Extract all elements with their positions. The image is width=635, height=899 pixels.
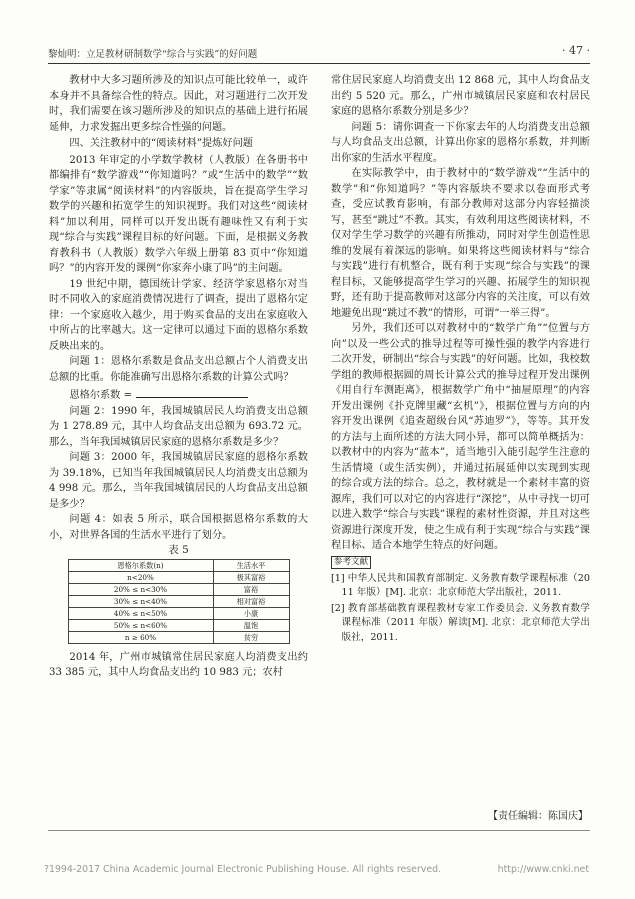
- question-1: 问题 1：恩格尔系数是食品支出总额占个人消费支出总额的比重。你能准确写出恩格尔系数的计算公式吗？: [49, 356, 308, 383]
- paragraph: 2014 年，广州市城镇常住居民家庭人均消费支出约 33 385 元，其中人均食品支出约 10 983 元；农村: [49, 651, 308, 678]
- paragraph: 在实际教学中，由于教材中的“数学游戏”“生活中的数学”和“你知道吗？”等内容版块不要求以卷面形式考查，受应试教育影响，有部分教师对这部分内容轻描淡写，甚至“跳过”不教。其实，有效利用这些阅读材料，不仅对学生学习数学的兴趣有所推动，同时对学生创造性思维的发展有着深远的影响。如果将这些阅读材料与“综合与实践”进行有机整合，既有利于实现“综合与实践”的课程目标，又能够提高学生学习的兴趣、拓展学生的知识视野，还有助于提高教师对这部分内容的关注度，可以有效地避免出现“跳过不教”的情形，可谓“一举三得”。: [331, 168, 590, 319]
- table-cell: 20% ≤ n<30%: [68, 583, 213, 595]
- paragraph: 常住居民家庭人均消费支出 12 868 元，其中人均食品支出约 5 520 元。那么，广州市城镇居民家庭和农村居民家庭的恩格尔系数分别是多少？: [331, 75, 590, 117]
- table-cell: 贫穷: [213, 631, 289, 643]
- header-rule: [48, 63, 590, 64]
- site-link[interactable]: http://www.cnki.net: [497, 864, 589, 875]
- question-4: 问题 4：如表 5 所示，联合国根据恩格尔系数的大小，对世界各国的生活水平进行了划分。: [49, 514, 308, 541]
- formula-line: [49, 385, 308, 404]
- table-row: [68, 631, 289, 643]
- formula-blank: [136, 385, 248, 398]
- paragraph: 教材中大多习题所涉及的知识点可能比较单一，或许本身并不具备综合性的特点。因此，对习题进行二次开发时，我们需要在该习题所涉及的知识点的基础上进行拓展延伸，力求发掘出更多综合性强的问题。: [49, 75, 308, 133]
- paragraph: 2013 年审定的小学数学教材（人教版）在各册书中都编排有“数学游戏”“你知道吗？”或“生活中的数学”“数学家”等隶属“阅读材料”的内容版块，旨在提高学生学习数学的兴趣和拓宽学生的知识视野。我们对这些“阅读材料”加以利用，同样可以开发出既有趣味性又有利于实现“综合与实践”课程目标的好问题。下面，是根据义务教育教科书（人教版）数学六年级上册第 83 页中“你知道吗？”的内容开发的课例“你家奔小康了吗”的主问题。: [49, 154, 308, 274]
- running-header: [48, 42, 590, 62]
- paragraph: 另外，我们还可以对教材中的“数学广角”“位置与方向”以及一些公式的推导过程等可操性强的教学内容进行二次开发，研制出“综合与实践”的好问题。比如，我校数学组的教师根据圆的周长计算公式的推导过程开发出课例《用自行车测距离》，根据数学广角中“抽屉原理”的内容开发出课例《扑克牌里藏“玄机”》，根据位置与方向的内容开发出课例《追查超级台风“苏迪罗”》，等等。其开发的方法与上面所述的方法大同小异，都可以简单概括为：以教材中的内容为“蓝本”，适当地引入能引起学生注意的生活情境（或生活实例），并通过拓展延伸以实现到实现的综合或方法的综合。总之，教材就是一个素材丰富的资源库，我们可以对它的内容进行“深挖”，从中寻找一切可以进入数学“综合与实践”课程的素材性资源，并且对这些资源进行深度开发，使之生成有利于实现“综合与实践”课程目标、适合本地学生特点的好问题。: [331, 323, 590, 551]
- table-cell: 小康: [213, 607, 289, 619]
- footer-rule: [48, 830, 590, 831]
- section-heading: 四、关注教材中的“阅读材料”提炼好问题: [69, 138, 253, 149]
- copyright-text: ?1994-2017 China Academic Journal Electronic Publishing House. All rights reserved.: [44, 864, 442, 875]
- table-caption: 表 5: [168, 544, 189, 556]
- copyright-line: [44, 864, 589, 875]
- page-number: · 47 ·: [562, 44, 590, 57]
- table-cell: n ≥ 60%: [68, 631, 213, 643]
- table-cell: 40% ≤ n<50%: [68, 607, 213, 619]
- table-row: [68, 619, 289, 631]
- reference-list: [331, 572, 590, 646]
- formula-label: 恩格尔系数 =: [69, 390, 133, 401]
- table-cell: 温饱: [213, 619, 289, 631]
- table-header: 生活水平: [213, 559, 289, 571]
- table-cell: 相对富裕: [213, 595, 289, 607]
- table-cell: 极其富裕: [213, 571, 289, 583]
- engel-table: [68, 559, 290, 644]
- table-cell: 富裕: [213, 583, 289, 595]
- running-title: 黎灿明：立足教材研制数学“综合与实践”的好问题: [48, 49, 258, 60]
- paragraph: 19 世纪中期，德国统计学家、经济学家恩格尔对当时不同收入的家庭消费情况进行了调查，提出了恩格尔定律：一个家庭收入越少，用于购买食品的支出在家庭收入中所占的比率越大。这一定律可以通过下面的恩格尔系数反映出来的。: [49, 278, 308, 352]
- question-2: 问题 2：1990 年，我国城镇居民人均消费支出总额为 1 278.89 元，其中人均食品支出总额为 693.72 元。那么，当年我国城镇居民家庭的恩格尔系数是多少？: [49, 405, 308, 448]
- table-cell: 30% ≤ n<40%: [68, 595, 213, 607]
- question-5: 问题 5：请你调查一下你家去年的人均消费支出总额与人均食品支出总额，计算出你家的恩格尔系数，并判断出你家的生活水平程度。: [331, 121, 590, 164]
- question-3: 问题 3：2000 年，我国城镇居民家庭的恩格尔系数为 39.18%，已知当年我国城镇居民人均消费支出总额为 4 998 元。那么，当年我国城镇居民的人均食品支出总额是多少？: [49, 452, 308, 510]
- responsible-editor: 【责任编辑：陈国庆】: [488, 811, 588, 822]
- table-row: [68, 607, 289, 619]
- reference-item: [1] 中华人民共和国教育部制定. 义务教育数学课程标准（2011 年版）[M]. 北京：北京师范大学出版社，2011.: [331, 572, 590, 598]
- table-cell: n<20%: [68, 571, 213, 583]
- table-header: 恩格尔系数(n): [68, 559, 213, 571]
- left-column: [49, 73, 308, 681]
- table-row: [68, 571, 289, 583]
- table-header-row: [68, 559, 289, 571]
- references-heading: 参考文献: [331, 556, 371, 569]
- reference-item: [2] 教育部基础教育课程教材专家工作委员会. 义务教育数学课程标准（2011 年版）解读[M]. 北京：北京师范大学出版社，2011.: [331, 602, 590, 643]
- right-column: [331, 73, 590, 646]
- table-row: [68, 595, 289, 607]
- table-row: [68, 583, 289, 595]
- table-cell: 50% ≤ n<60%: [68, 619, 213, 631]
